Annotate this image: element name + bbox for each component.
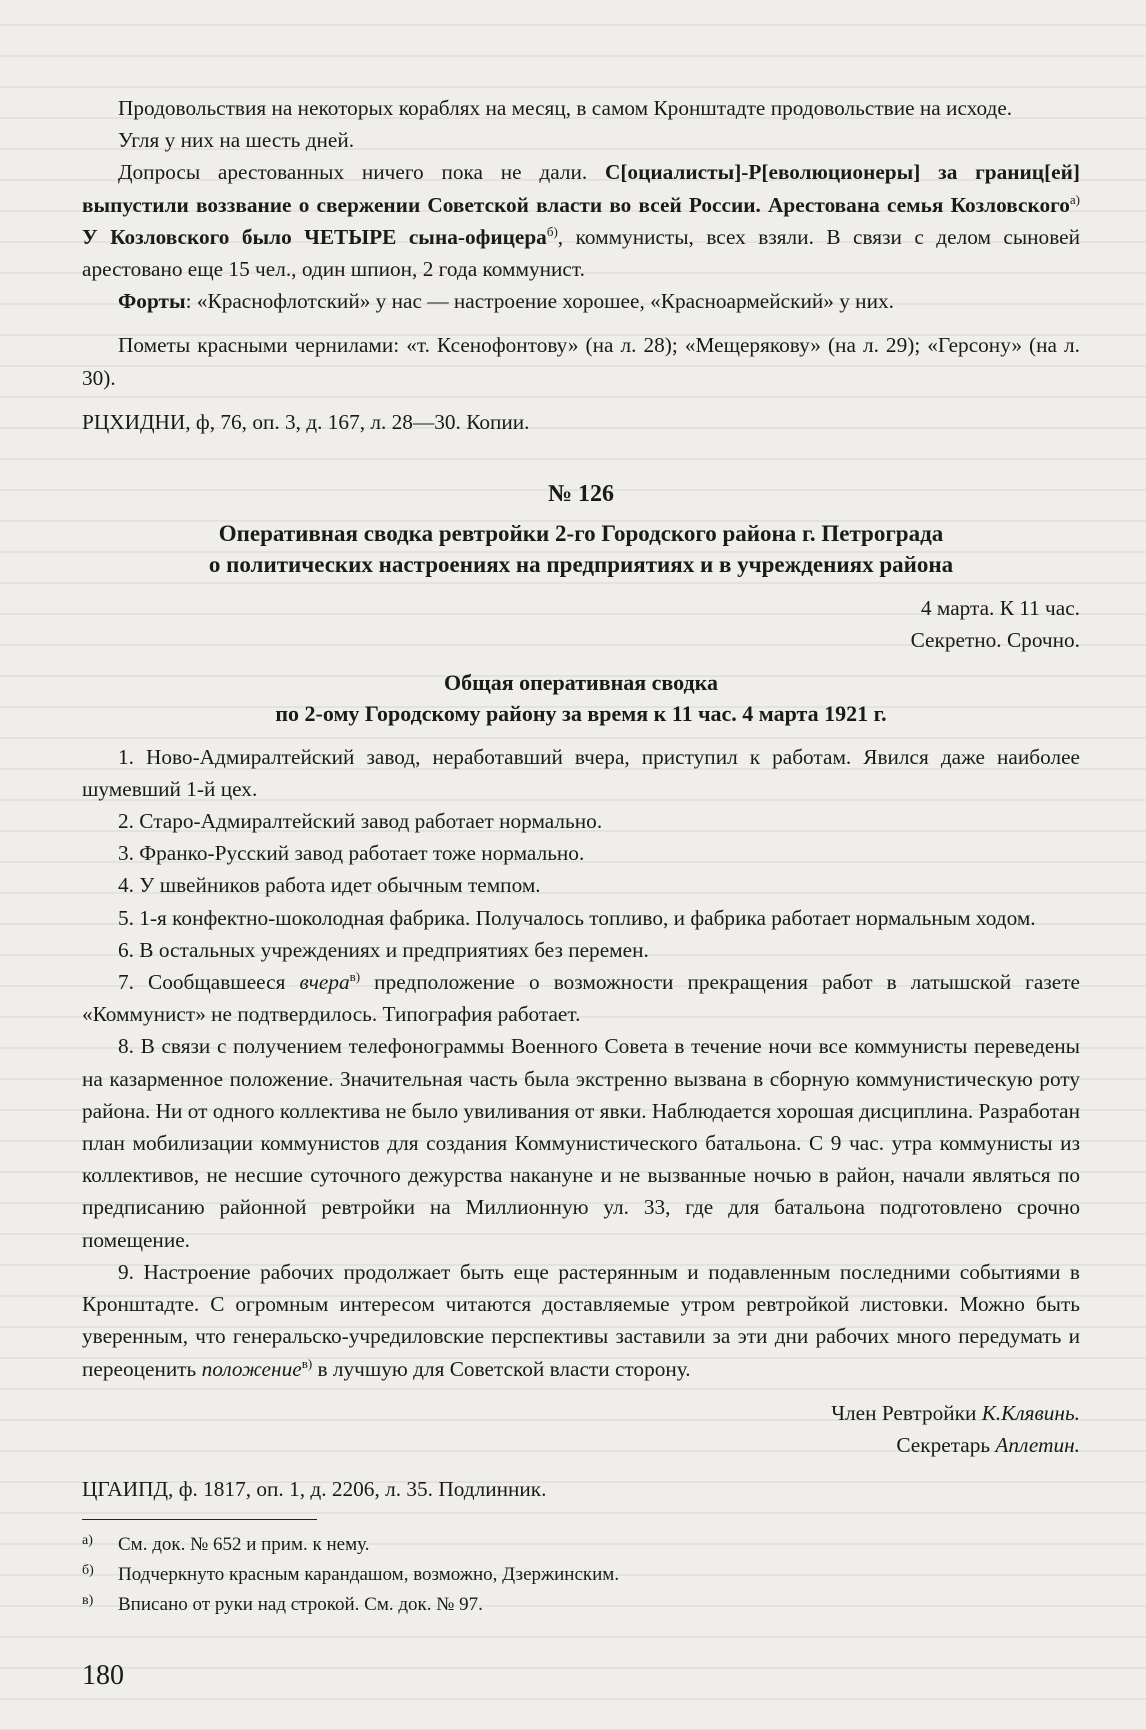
page-number: 180: [82, 1660, 124, 1691]
interrogations-bold: С[оциалисты]-Р[еволюционеры] за границ[ей] выпустили воззвание о свержении Советской власти во всей России. Арестована семья Козловского: [82, 160, 1080, 217]
item-2: 2. Старо-Адмиралтейский завод работает нормально.: [118, 809, 603, 834]
interrogations-text-2: , коммунисты, всех взяли. В связи с делом сыновей арестовано еще 15 чел., один шпион, 2 года коммунист.: [82, 224, 1080, 282]
document-title-line-1: Оперативная сводка ревтройки 2-го Городского района г. Петрограда: [218, 521, 944, 547]
signature-member: [82, 1397, 1080, 1429]
footnote-ref-v-1: в): [349, 968, 361, 984]
signature-secretary: [82, 1429, 1080, 1461]
signature-member-name: К.Клявинь.: [981, 1400, 1080, 1425]
footnote-a: [82, 1530, 1080, 1560]
item-7: [82, 966, 1080, 1030]
item-4: 4. У швейников работа идет обычным темпом.: [118, 873, 541, 898]
interrogations-bold-2: У Козловского было ЧЕТЫРЕ сына-офицера: [82, 224, 547, 249]
page-content: [82, 92, 1080, 1620]
footnote-ref-b: б): [546, 223, 558, 239]
item-1: 1. Ново-Адмиралтейский завод, неработавший вчера, приступил к работам. Явился даже наиболее шумевший 1-й цех.: [82, 744, 1080, 801]
item-9: [82, 1256, 1080, 1385]
paragraph-coal: Угля у них на шесть дней.: [118, 128, 355, 153]
footnote-text: См. док. № 652 и прим. к нему.: [118, 1534, 370, 1556]
footnote-divider: [82, 1519, 317, 1520]
footnote-text: Подчеркнуто красным карандашом, возможно, Дзержинским.: [118, 1564, 620, 1586]
document-date: 4 марта. К 11 час.: [920, 596, 1080, 621]
signature-secretary-label: Секретарь: [896, 1432, 996, 1457]
forts-label: Форты: [118, 289, 186, 314]
item-6: 6. В остальных учреждениях и предприятиях без перемен.: [118, 937, 649, 962]
document-secrecy: Секретно. Срочно.: [910, 628, 1080, 653]
item-5: 5. 1-я конфектно-шоколодная фабрика. Получалось топливо, и фабрика работает нормальным ходом.: [118, 905, 1036, 930]
paragraph-forts: [82, 285, 1080, 317]
paragraph-provisions: Продовольствия на некоторых кораблях на месяц, в самом Кронштадте продовольствие на исходе.: [118, 96, 1013, 120]
archive-reference-2: ЦГАИПД, ф. 1817, оп. 1, д. 2206, л. 35. Подлинник.: [82, 1477, 547, 1502]
interrogations-text: Допросы арестованных ничего пока не дали.: [118, 160, 605, 185]
item-7-text: 7. Сообщавшееся: [118, 970, 300, 995]
footnote-b: [82, 1560, 1080, 1590]
signature-member-label: Член Ревтройки: [831, 1400, 982, 1425]
footnote-ref-a: а): [1069, 191, 1080, 207]
footnote-mark: а): [82, 1533, 93, 1549]
item-9-text-2: в лучшую для Советской власти сторону.: [312, 1356, 691, 1381]
footnote-mark: в): [82, 1593, 94, 1609]
item-9-handwritten: положение: [201, 1356, 302, 1381]
item-8: 8. В связи с получением телефонограммы Военного Совета в течение ночи все коммунисты переведены на казарменное положение. Значительная часть была экстренно вызвана в сборную коммунистическую роту района. Ни от одного коллектива не было увиливания от явки. Наблюдается хорошая дисциплина. Разработан план мобилизации коммунистов для создания Коммунистического батальона. С 9 час. утра коммунисты из коллективов, не несшие суточного дежурства накануне и не вызванные ночью в район, начали являться по предписанию районной ревтройки на Миллионную ул. 33, где для батальона подготовлено срочно помещение.: [82, 1034, 1080, 1252]
forts-text: : «Краснофлотский» у нас — настроение хорошее, «Красноармейский» у них.: [185, 289, 894, 314]
summary-title-line-2: по 2-ому Городскому району за время к 11 час. 4 марта 1921 г.: [275, 700, 887, 726]
paragraph-marks: Пометы красными чернилами: «т. Ксенофонтову» (на л. 28); «Мещерякову» (на л. 29); «Герсону» (на л. 30).: [82, 333, 1080, 390]
footnote-v: [82, 1590, 1080, 1620]
item-9-text: 9. Настроение рабочих продолжает быть еще растерянным и подавленным последними событиями в Кронштадте. С огромным интересом читаются доставляемые утром ревтройкой листовки. Можно быть уверенным, что генеральско-учредиловские перспективы заставили за эти дни рабочих много передумать и переоценить: [82, 1259, 1080, 1381]
document-title-line-2: о политических настроениях на предприятиях и в учреждениях района: [208, 552, 954, 578]
item-7-text-2: предположение о возможности прекращения работ в латышской газете «Коммунист» не подтвердилось. Типография работает.: [82, 970, 1080, 1027]
footnote-ref-v-2: в): [301, 1355, 313, 1371]
item-3: 3. Франко-Русский завод работает тоже нормально.: [118, 841, 585, 866]
footnote-text: Вписано от руки над строкой. См. док. № 97.: [118, 1594, 483, 1616]
footnote-mark: б): [82, 1563, 94, 1579]
summary-title-line-1: Общая оперативная сводка: [444, 669, 718, 695]
archive-reference-1: РЦХИДНИ, ф, 76, оп. 3, д. 167, л. 28—30. Копии.: [82, 409, 530, 434]
paragraph-interrogations: [82, 156, 1080, 285]
signature-secretary-name: Аплетин.: [995, 1432, 1080, 1457]
item-7-handwritten: вчера: [299, 970, 350, 995]
document-number: № 126: [547, 481, 615, 508]
